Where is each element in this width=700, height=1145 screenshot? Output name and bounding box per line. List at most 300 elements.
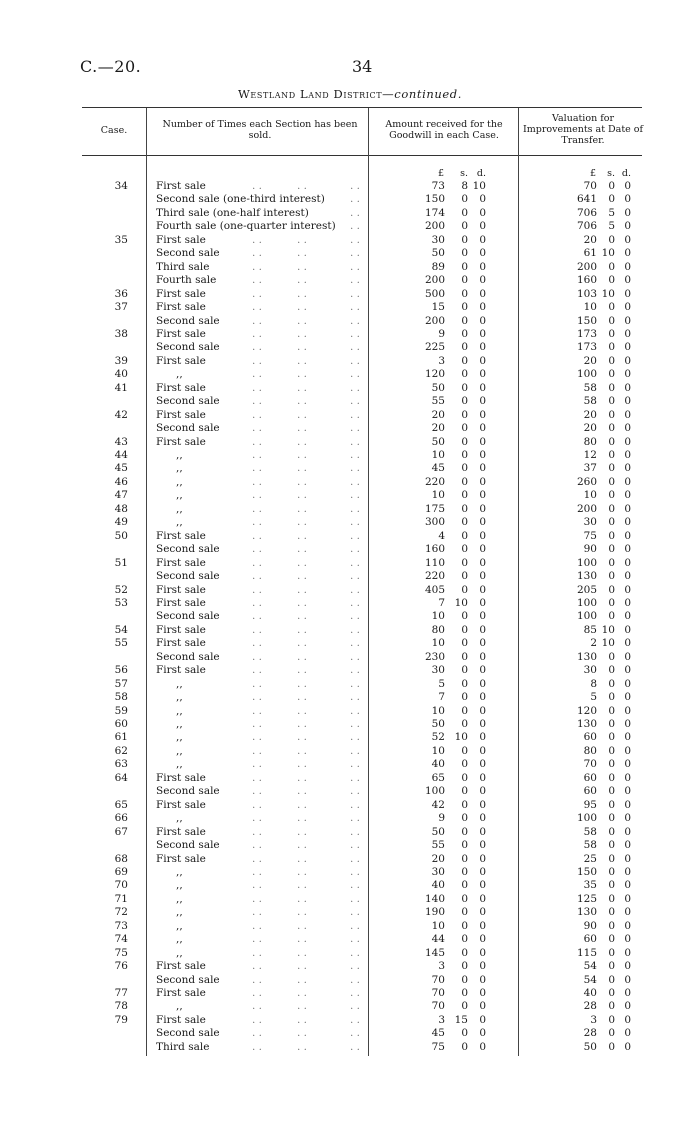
leader-dot: . . [252,354,263,367]
amount-shillings: 0 [461,758,468,771]
amount-unit-pounds: £ [437,168,444,179]
sale-description: First sale [156,960,206,973]
valuation-pence: 0 [624,987,631,999]
ditto-mark: ,, [176,691,183,704]
valuation-pounds: 60 [583,933,597,946]
valuation-pence: 0 [624,637,631,650]
amount-pence: 0 [479,475,486,488]
valuation-pence: 0 [624,475,631,488]
table-title [0,87,700,101]
amount-shillings: 0 [461,677,468,690]
valuation-pounds: 90 [583,543,597,556]
valuation-pence: 0 [624,180,631,192]
valuation-pounds: 130 [576,570,597,583]
case-number: 53 [114,596,128,609]
valuation-pence: 0 [624,341,631,354]
sale-description: First sale [156,180,206,192]
leader-dot: . . [350,287,361,300]
valuation-pounds: 30 [583,516,597,529]
sale-description: First sale [156,233,206,246]
sale-description: First sale [156,771,206,784]
valuation-shillings: 0 [608,516,615,529]
valuation-pence: 0 [624,865,631,878]
valuation-pounds: 25 [583,852,597,865]
valuation-pence: 0 [624,1040,631,1053]
sale-description: First sale [156,623,206,636]
amount-shillings: 0 [461,327,468,340]
valuation-shillings: 0 [608,462,615,475]
leader-dot: . . [252,987,263,999]
valuation-shillings: 0 [608,449,615,461]
valuation-shillings: 5 [608,220,615,233]
amount-pounds: 10 [431,704,445,717]
case-number: 72 [114,906,128,919]
case-number: 57 [114,677,128,690]
leader-dot: . . [297,960,308,973]
case-number: 75 [114,946,128,959]
amount-shillings: 0 [461,543,468,556]
leader-dot: . . [350,825,361,838]
sale-description: First sale [156,664,206,677]
sale-description: First sale [156,987,206,999]
leader-dot: . . [297,664,308,677]
leader-dot: . . [350,301,361,314]
case-number: 36 [114,287,128,300]
amount-pence: 0 [479,368,486,381]
amount-shillings: 0 [461,556,468,569]
amount-shillings: 0 [461,704,468,717]
table-row [0,193,700,207]
amount-shillings: 0 [461,193,468,206]
amount-unit-pence: d. [476,168,486,179]
amount-pounds: 405 [424,583,445,596]
leader-dot: . . [252,677,263,690]
sale-description: Second sale [156,543,220,556]
valuation-pence: 0 [624,623,631,636]
valuation-shillings: 0 [608,381,615,394]
valuation-shillings: 0 [608,260,615,273]
amount-pence: 0 [479,664,486,677]
case-number: 47 [114,489,128,502]
case-number: 51 [114,556,128,569]
valuation-pence: 0 [624,220,631,233]
table-row [0,906,700,920]
valuation-pounds: 150 [576,314,597,327]
case-number: 45 [114,462,128,475]
sale-description: Second sale [156,247,220,260]
leader-dot: . . [350,744,361,757]
amount-pounds: 220 [424,570,445,583]
amount-pounds: 42 [431,798,445,811]
valuation-pounds: 80 [583,435,597,448]
amount-shillings: 0 [461,287,468,300]
valuation-pence: 0 [624,274,631,287]
valuation-pounds: 28 [583,1000,597,1013]
amount-pence: 0 [479,583,486,596]
leader-dot: . . [252,623,263,636]
valuation-pence: 0 [624,879,631,892]
table-row [0,637,700,651]
amount-shillings: 0 [461,718,468,730]
valuation-pounds: 54 [583,973,597,986]
leader-dot: . . [252,744,263,757]
valuation-shillings: 0 [608,193,615,206]
amount-pounds: 89 [431,260,445,273]
amount-pounds: 200 [424,220,445,233]
leader-dot: . . [350,449,361,461]
amount-pounds: 110 [424,556,445,569]
sale-description: First sale [156,529,206,542]
amount-pence: 0 [479,610,486,623]
valuation-pounds: 130 [576,906,597,919]
valuation-pounds: 260 [576,475,597,488]
valuation-pence: 0 [624,906,631,919]
leader-dot: . . [350,247,361,260]
amount-pounds: 44 [431,933,445,946]
leader-dot: . . [297,731,308,744]
leader-dot: . . [252,1040,263,1053]
amount-shillings: 0 [461,987,468,999]
valuation-pence: 0 [624,650,631,663]
valuation-pence: 0 [624,301,631,314]
leader-dot: . . [252,758,263,771]
leader-dot: . . [350,892,361,905]
leader-dot: . . [350,368,361,381]
leader-dot: . . [350,462,361,475]
case-number: 56 [114,664,128,677]
ditto-mark: ,, [176,475,183,488]
valuation-shillings: 0 [608,839,615,852]
amount-pounds: 70 [431,987,445,999]
leader-dot: . . [252,1027,263,1040]
leader-dot: . . [297,408,308,421]
leader-dot: . . [252,368,263,381]
table-row [0,422,700,436]
amount-shillings: 0 [461,395,468,408]
valuation-shillings: 0 [608,718,615,730]
amount-pounds: 45 [431,1027,445,1040]
amount-shillings: 0 [461,839,468,852]
valuation-pence: 0 [624,892,631,905]
ditto-mark: ,, [176,502,183,515]
amount-pence: 0 [479,892,486,905]
leader-dot: . . [350,502,361,515]
amount-pence: 0 [479,906,486,919]
leader-dot: . . [350,516,361,529]
valuation-pence: 0 [624,771,631,784]
amount-pence: 0 [479,489,486,502]
ditto-mark: ,, [176,704,183,717]
leader-dot: . . [297,301,308,314]
amount-shillings: 0 [461,892,468,905]
sale-description: First sale [156,381,206,394]
amount-pounds: 15 [431,301,445,314]
case-number: 37 [114,301,128,314]
table-row [0,207,700,221]
leader-dot: . . [297,691,308,704]
table-row [0,960,700,974]
valuation-shillings: 0 [608,502,615,515]
amount-pounds: 190 [424,906,445,919]
leader-dot: . . [297,973,308,986]
amount-shillings: 0 [461,529,468,542]
leader-dot: . . [350,435,361,448]
valuation-shillings: 0 [608,408,615,421]
case-number: 35 [114,233,128,246]
amount-pounds: 20 [431,422,445,435]
column-header-amount: Amount received for the Goodwill in each Case. [385,119,503,141]
valuation-pounds: 8 [590,677,597,690]
valuation-pounds: 3 [590,1013,597,1026]
amount-shillings: 0 [461,637,468,650]
amount-pence: 0 [479,247,486,260]
amount-pence: 0 [479,677,486,690]
table-row [0,543,700,557]
ditto-mark: ,, [176,718,183,730]
valuation-pounds: 58 [583,839,597,852]
case-number: 66 [114,812,128,825]
sale-description: Second sale [156,785,220,798]
sale-description: Third sale (one-half interest) [156,206,309,219]
valuation-pounds: 20 [583,408,597,421]
valuation-pence: 0 [624,502,631,515]
leader-dot: . . [252,919,263,932]
amount-pounds: 52 [431,731,445,744]
table-row [0,234,700,248]
amount-shillings: 0 [461,435,468,448]
amount-pence: 0 [479,220,486,233]
valuation-pounds: 200 [576,260,597,273]
valuation-pence: 0 [624,1027,631,1040]
valuation-shillings: 0 [608,274,615,287]
valuation-pence: 0 [624,489,631,502]
table-row [0,731,700,745]
table-row [0,597,700,611]
table-row [0,247,700,261]
case-number: 79 [114,1013,128,1026]
valuation-pence: 0 [624,798,631,811]
valuation-pence: 0 [624,852,631,865]
amount-pounds: 120 [424,368,445,381]
ditto-mark: ,, [176,865,183,878]
leader-dot: . . [350,610,361,623]
valuation-shillings: 0 [608,1000,615,1013]
valuation-pounds: 35 [583,879,597,892]
amount-shillings: 0 [461,475,468,488]
ditto-mark: ,, [176,744,183,757]
valuation-pence: 0 [624,839,631,852]
valuation-pence: 0 [624,449,631,461]
leader-dot: . . [350,381,361,394]
case-number: 50 [114,529,128,542]
leader-dot: . . [297,1000,308,1013]
leader-dot: . . [252,731,263,744]
valuation-pence: 0 [624,677,631,690]
valuation-pence: 0 [624,919,631,932]
valuation-shillings: 10 [601,287,615,300]
valuation-pounds: 641 [576,193,597,206]
case-number: 52 [114,583,128,596]
amount-pounds: 30 [431,664,445,677]
case-number: 70 [114,879,128,892]
leader-dot: . . [297,489,308,502]
table-row [0,489,700,503]
table-row [0,476,700,490]
case-number: 43 [114,435,128,448]
valuation-pence: 0 [624,462,631,475]
amount-shillings: 0 [461,1027,468,1040]
table-row [0,610,700,624]
amount-pence: 0 [479,852,486,865]
amount-pounds: 200 [424,314,445,327]
table-row [0,758,700,772]
amount-pence: 0 [479,502,486,515]
amount-pence: 0 [479,516,486,529]
amount-pounds: 50 [431,718,445,730]
valuation-pounds: 20 [583,354,597,367]
amount-pounds: 140 [424,892,445,905]
valuation-pence: 0 [624,664,631,677]
amount-pounds: 50 [431,435,445,448]
valuation-pounds: 160 [576,274,597,287]
amount-pence: 0 [479,395,486,408]
table-row [0,974,700,988]
valuation-shillings: 0 [608,987,615,999]
valuation-shillings: 0 [608,368,615,381]
amount-shillings: 0 [461,960,468,973]
leader-dot: . . [252,462,263,475]
leader-dot: . . [350,1000,361,1013]
sale-description: First sale [156,852,206,865]
sale-description: Second sale (one-third interest) [156,193,325,206]
valuation-pence: 0 [624,825,631,838]
valuation-shillings: 0 [608,892,615,905]
amount-shillings: 0 [461,381,468,394]
amount-shillings: 0 [461,1000,468,1013]
table-row [0,624,700,638]
ditto-mark: ,, [176,933,183,946]
table-row [0,920,700,934]
leader-dot: . . [297,1027,308,1040]
valuation-pounds: 58 [583,381,597,394]
valuation-shillings: 5 [608,206,615,219]
ditto-mark: ,, [176,919,183,932]
case-number: 61 [114,731,128,744]
valuation-pence: 0 [624,946,631,959]
leader-dot: . . [350,327,361,340]
amount-shillings: 0 [461,623,468,636]
amount-pence: 0 [479,193,486,206]
valuation-shillings: 0 [608,812,615,825]
sale-description: First sale [156,637,206,650]
leader-dot: . . [252,610,263,623]
leader-dot: . . [350,852,361,865]
leader-dot: . . [297,583,308,596]
leader-dot: . . [252,785,263,798]
valuation-pence: 0 [624,704,631,717]
leader-dot: . . [350,233,361,246]
amount-shillings: 0 [461,798,468,811]
leader-dot: . . [297,798,308,811]
amount-pounds: 20 [431,852,445,865]
sale-description: Second sale [156,395,220,408]
leader-dot: . . [252,314,263,327]
leader-dot: . . [297,704,308,717]
amount-pence: 0 [479,839,486,852]
amount-pounds: 50 [431,247,445,260]
valuation-shillings: 0 [608,744,615,757]
sale-description: Fourth sale [156,274,217,287]
ditto-mark: ,, [176,812,183,825]
table-row [0,301,700,315]
case-number: 78 [114,1000,128,1013]
valuation-pence: 0 [624,314,631,327]
case-number: 62 [114,744,128,757]
table-row [0,570,700,584]
leader-dot: . . [297,247,308,260]
valuation-shillings: 0 [608,771,615,784]
valuation-pence: 0 [624,570,631,583]
case-number: 59 [114,704,128,717]
valuation-shillings: 0 [608,758,615,771]
table-row [0,785,700,799]
sale-description: Second sale [156,570,220,583]
valuation-shillings: 0 [608,919,615,932]
valuation-pounds: 37 [583,462,597,475]
amount-pounds: 160 [424,543,445,556]
leader-dot: . . [350,919,361,932]
amount-shillings: 0 [461,852,468,865]
amount-shillings: 0 [461,744,468,757]
sale-description: First sale [156,435,206,448]
valuation-unit-pence: d. [621,168,631,179]
amount-pounds: 3 [438,960,445,973]
ditto-mark: ,, [176,516,183,529]
leader-dot: . . [252,274,263,287]
valuation-pounds: 2 [590,637,597,650]
amount-shillings: 0 [461,570,468,583]
amount-pence: 0 [479,825,486,838]
amount-pounds: 4 [438,529,445,542]
amount-pounds: 7 [438,691,445,704]
valuation-pence: 0 [624,422,631,435]
amount-pence: 0 [479,744,486,757]
valuation-pence: 0 [624,206,631,219]
valuation-pence: 0 [624,368,631,381]
case-number: 41 [114,381,128,394]
leader-dot: . . [297,422,308,435]
amount-pence: 0 [479,462,486,475]
valuation-shillings: 0 [608,395,615,408]
amount-shillings: 0 [461,220,468,233]
leader-dot: . . [297,462,308,475]
leader-dot: . . [350,691,361,704]
valuation-shillings: 0 [608,1040,615,1053]
leader-dot: . . [350,664,361,677]
leader-dot: . . [350,946,361,959]
valuation-unit-shillings: s. [607,168,615,179]
ditto-mark: ,, [176,449,183,461]
amount-shillings: 0 [461,583,468,596]
table-title-main: Westland Land District [238,87,383,101]
valuation-pounds: 103 [576,287,597,300]
amount-pence: 0 [479,758,486,771]
leader-dot: . . [350,865,361,878]
valuation-pounds: 10 [583,489,597,502]
amount-pounds: 5 [438,677,445,690]
leader-dot: . . [297,825,308,838]
leader-dot: . . [350,570,361,583]
